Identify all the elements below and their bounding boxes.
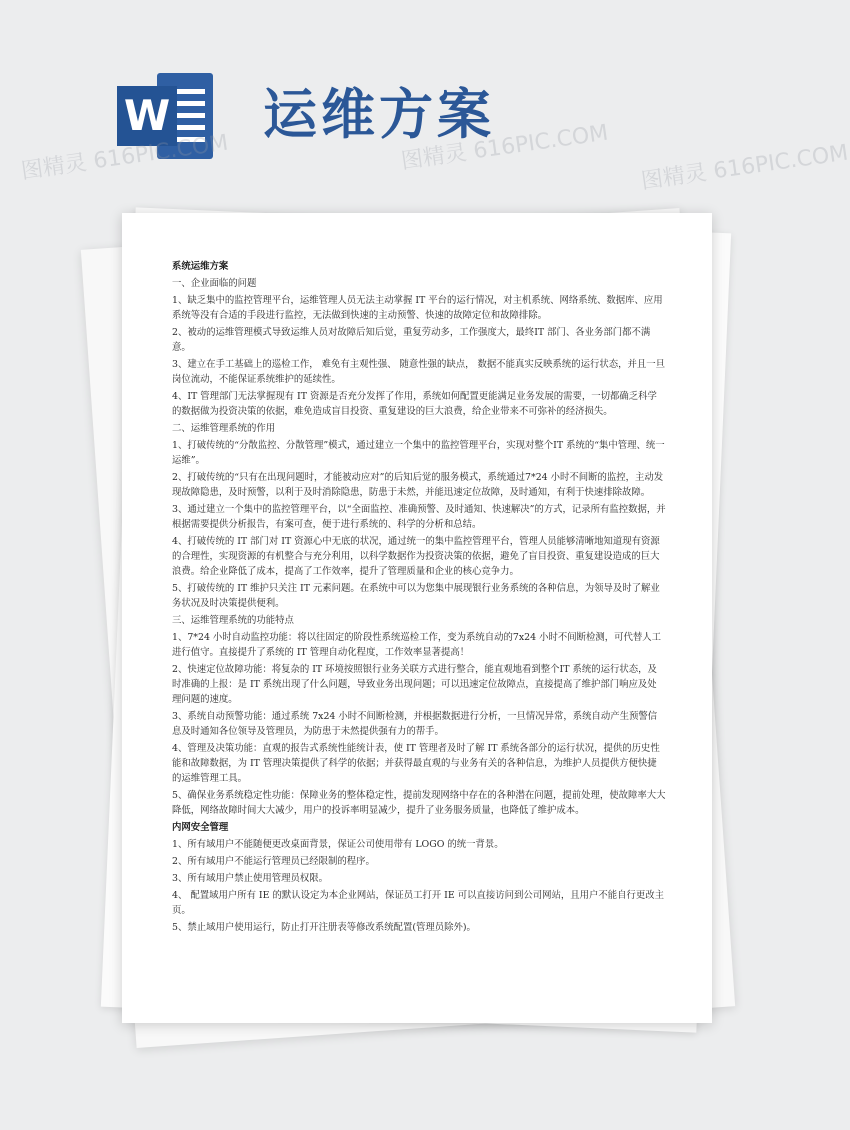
watermark: 图精灵 616PIC.COM: [639, 140, 850, 195]
doc-paragraph: 3、所有域用户禁止使用管理员权限。: [172, 873, 328, 884]
doc-paragraph: 3、系统自动预警功能：通过系统 7x24 小时不间断检测，并根据数据进行分析，一旦情况异常，系统自动产生预警信息及时通知各位领导及管理员，为防患于未然提供强有力的帮手。: [172, 711, 658, 737]
doc-paragraph: 3、通过建立一个集中的监控管理平台，以“全面监控、准确预警、及时通知、快速解决”的方式，记录所有监控数据，并根据需要提供分析报告，有案可查，便于进行系统的、科学的分析和总结。: [172, 504, 666, 530]
document-page: [122, 213, 712, 1023]
doc-paragraph: 5、禁止域用户使用运行，防止打开注册表等修改系统配置(管理员除外)。: [172, 922, 476, 933]
doc-paragraph: 2、快速定位故障功能：将复杂的 IT 环境按照银行业务关联方式进行整合，能直观地看到整个IT 系统的运行状态，及时准确的上报：是 IT 系统出现了什么问题，导致业务出现问题；可以迅速定位故障点，直接提高了维护部门响应及处理问题的速度。: [172, 664, 657, 705]
doc-paragraph: 1、打破传统的“分散监控、分散管理”模式，通过建立一个集中的监控管理平台，实现对整个IT 系统的“集中管理、统一运维”。: [172, 440, 665, 466]
doc-paragraph: 4、打破传统的 IT 部门对 IT 资源心中无底的状况，通过统一的集中监控管理平台，管理人员能够清晰地知道现有资源的合理性，实现资源的有机整合与充分利用，以科学数据作为投资决策的依据，避免了盲目投资、重复建设造成的巨大浪费。给企业降低了成本，提高了工作效率，提升了管理质量和企业的核心竞争力。: [172, 536, 660, 577]
w-letter: W: [117, 86, 177, 146]
doc-paragraph: 三、运维管理系统的功能特点: [172, 615, 294, 626]
document-body: [172, 259, 666, 937]
doc-paragraph: 5、确保业务系统稳定性功能：保障业务的整体稳定性，提前发现网络中存在的各种潜在问题，提前处理，使故障率大大降低，网络故障时间大大减少，用户的投诉率明显减少，提升了业务服务质量，也降低了维护成本。: [172, 790, 666, 816]
doc-paragraph: 3、建立在手工基础上的巡检工作， 难免有主观性强、 随意性强的缺点， 数据不能真实反映系统的运行状态，并且一旦岗位流动，不能保证系统维护的延续性。: [172, 359, 666, 385]
doc-paragraph: 1、缺乏集中的监控管理平台，运维管理人员无法主动掌握 IT 平台的运行情况，对主机系统、网络系统、数据库、应用系统等没有合适的手段进行监控，无法做到快速的主动预警、快速的故障定位和故障排除。: [172, 295, 663, 321]
doc-paragraph: 2、被动的运维管理模式导致运维人员对故障后知后觉，重复劳动多，工作强度大，最终IT 部门、各业务部门都不满意。: [172, 327, 651, 353]
doc-title: 系统运维方案: [172, 261, 229, 272]
doc-paragraph: 二、运维管理系统的作用: [172, 423, 276, 434]
doc-paragraph: 1、7*24 小时自动监控功能：将以往固定的阶段性系统巡检工作，变为系统自动的7x24 小时不间断检测，可代替人工进行值守。直接提升了系统的 IT 管理自动化程度，工作效率显著提高！: [172, 632, 661, 658]
header-banner: [0, 0, 800, 200]
watermark: 图精灵 616PIC.COM: [399, 120, 610, 175]
doc-paragraph: 2、所有域用户不能运行管理员已经限制的程序。: [172, 856, 375, 867]
doc-paragraph: 1、所有域用户不能随便更改桌面背景，保证公司使用带有 LOGO 的统一背景。: [172, 839, 504, 850]
doc-paragraph: 5、打破传统的 IT 维护只关注 IT 元素问题。在系统中可以为您集中展现银行业务系统的各种信息，为领导及时了解业务状况及时决策提供便利。: [172, 583, 660, 609]
watermark: 图精灵 616PIC.COM: [19, 130, 230, 185]
doc-paragraph: 2、打破传统的“只有在出现问题时，才能被动应对”的后知后觉的服务模式，系统通过7*24 小时不间断的监控，主动发现故障隐患，及时预警，以利于及时消除隐患，防患于未然，并能迅速定位故障，及时通知，有利于快速排除故障。: [172, 472, 664, 498]
doc-paragraph: 一、企业面临的问题: [172, 278, 257, 289]
doc-paragraph: 4、 配置域用户所有 IE 的默认设定为本企业网站，保证员工打开 IE 可以直接访问到公司网站，且用户不能自行更改主页。: [172, 890, 664, 916]
doc-paragraph: 4、IT 管理部门无法掌握现有 IT 资源是否充分发挥了作用，系统如何配置更能满足业务发展的需要，一切都确乏科学的数据做为投资决策的依据，难免造成盲目投资、重复建设的巨大浪费，给企业带来不可弥补的经济损失。: [172, 391, 657, 417]
doc-paragraph: 4、管理及决策功能：直观的报告式系统性能统计表，使 IT 管理者及时了解 IT 系统各部分的运行状况，提供的历史性能和故障数据，为 IT 管理决策提供了科学的依据；并获得最直观的与业务有关的各种信息，为维护人员提供方便快捷的运维管理工具。: [172, 743, 660, 784]
page-title: 运维方案: [263, 83, 495, 146]
doc-section-heading: 内网安全管理: [172, 822, 229, 833]
word-document-icon: [117, 73, 213, 159]
